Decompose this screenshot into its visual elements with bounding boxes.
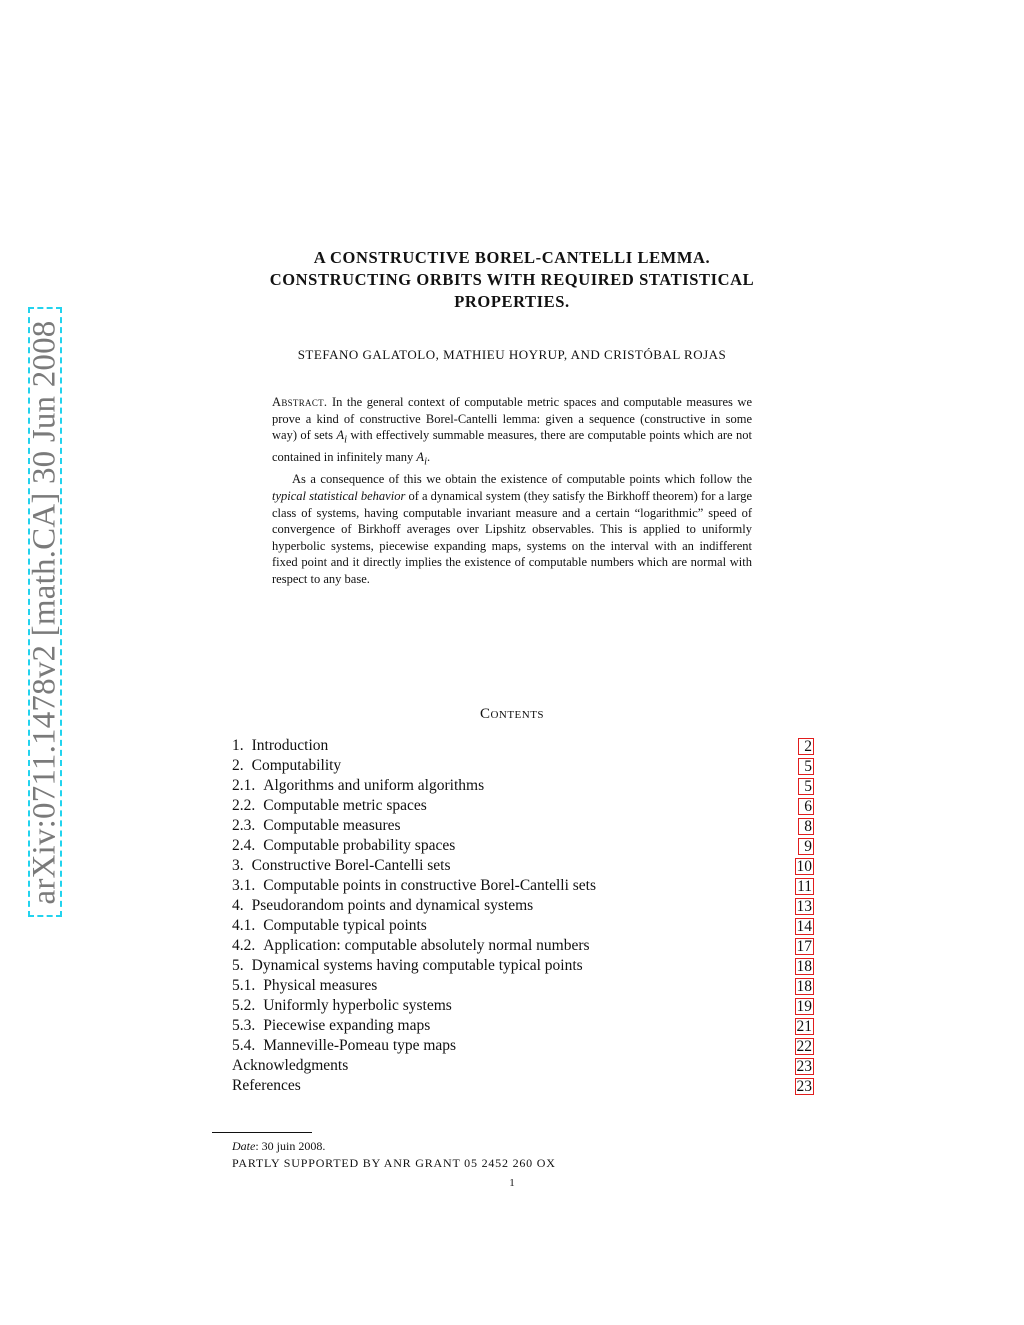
- toc-entry[interactable]: [232, 856, 451, 876]
- toc-section-title: Application: computable absolutely normal numbers: [263, 937, 590, 954]
- toc-row: [232, 976, 814, 996]
- math-symbol: A: [416, 450, 425, 465]
- toc-section-title: Dynamical systems having computable typical points: [251, 957, 583, 974]
- toc-section-title: Piecewise expanding maps: [263, 1017, 431, 1034]
- toc-entry[interactable]: [232, 956, 583, 976]
- toc-page-link[interactable]: 17: [796, 937, 812, 955]
- toc-section-number: 5.4.: [232, 1037, 256, 1054]
- toc-section-title: Computable probability spaces: [263, 837, 456, 854]
- toc-row: [232, 936, 814, 956]
- date-label: Date: [232, 1139, 256, 1153]
- toc-row: [232, 956, 814, 976]
- toc-section-title: Computability: [251, 757, 342, 774]
- toc-page-link[interactable]: 5: [798, 778, 814, 795]
- toc-row: [232, 896, 814, 916]
- toc-entry[interactable]: [232, 1076, 301, 1096]
- abstract-paragraph-2: [272, 471, 752, 587]
- toc-section-title: Algorithms and uniform algorithms: [263, 777, 485, 794]
- toc-page-link[interactable]: 18: [796, 977, 812, 995]
- toc-entry[interactable]: [232, 756, 341, 776]
- toc-entry[interactable]: [232, 936, 590, 956]
- toc-entry[interactable]: [232, 816, 401, 836]
- toc-page-link[interactable]: 14: [796, 917, 812, 935]
- footnote-support: PARTLY SUPPORTED BY ANR GRANT 05 2452 260 OX: [232, 1156, 556, 1170]
- toc-section-title: Constructive Borel-Cantelli sets: [251, 857, 451, 874]
- toc-entry[interactable]: [232, 976, 377, 996]
- title-line-1: A CONSTRUCTIVE BOREL-CANTELLI LEMMA.: [313, 248, 711, 267]
- toc-section-number: 5.1.: [232, 977, 256, 994]
- toc-section-title: Uniformly hyperbolic systems: [263, 997, 452, 1014]
- toc-section-number: 2.: [232, 757, 244, 774]
- toc-page-link[interactable]: 13: [796, 897, 812, 915]
- toc-entry[interactable]: [232, 896, 533, 916]
- toc-page-link[interactable]: 23: [796, 1077, 812, 1095]
- toc-page-link[interactable]: 19: [796, 997, 812, 1015]
- toc-section-number: 4.1.: [232, 917, 256, 934]
- toc-row: [232, 796, 814, 816]
- toc-row: [232, 736, 814, 756]
- toc-section-title: Introduction: [251, 737, 329, 754]
- toc-section-title: Pseudorandom points and dynamical systems: [251, 897, 534, 914]
- toc-page-link[interactable]: 9: [798, 838, 814, 855]
- toc-row: [232, 916, 814, 936]
- toc-row: [232, 836, 814, 856]
- toc-page-link[interactable]: 21: [796, 1017, 812, 1035]
- abstract-p2-italic: typical statistical behavior: [272, 488, 406, 503]
- toc-entry[interactable]: [232, 1016, 430, 1036]
- toc-section-number: 2.2.: [232, 797, 256, 814]
- toc-section-number: 5.: [232, 957, 244, 974]
- toc-section-number: 1.: [232, 737, 244, 754]
- abstract: [272, 394, 752, 588]
- toc-entry[interactable]: [232, 996, 452, 1016]
- abstract-label: Abstract.: [272, 395, 328, 409]
- toc-section-title: Computable measures: [263, 817, 401, 834]
- toc-entry[interactable]: [232, 916, 427, 936]
- title-line-2: CONSTRUCTING ORBITS WITH REQUIRED STATISTICAL: [269, 270, 755, 289]
- footnote: [232, 1138, 556, 1172]
- abstract-p1-mid: with effectively summable measures, there are computable points which are not contained in infinitely many: [272, 428, 753, 465]
- footnote-rule: [212, 1132, 312, 1133]
- toc-page-link[interactable]: 2: [798, 738, 814, 755]
- toc-section-title: References: [232, 1077, 301, 1094]
- toc-section-number: 4.2.: [232, 937, 256, 954]
- toc-section-number: 5.3.: [232, 1017, 256, 1034]
- toc-row: [232, 1056, 814, 1076]
- toc-page-link[interactable]: 10: [796, 857, 812, 875]
- toc-page-link[interactable]: 22: [796, 1037, 812, 1055]
- toc-row: [232, 776, 814, 796]
- toc-page-link[interactable]: 11: [797, 877, 812, 895]
- authors: STEFANO GALATOLO, MATHIEU HOYRUP, AND CRISTÓBAL ROJAS: [297, 347, 727, 362]
- toc-row: [232, 1076, 814, 1096]
- page-number: 1: [509, 1177, 515, 1189]
- title-line-3: PROPERTIES.: [454, 292, 570, 311]
- toc-entry[interactable]: [232, 1056, 348, 1076]
- toc-section-number: 3.: [232, 857, 244, 874]
- toc-section-title: Physical measures: [263, 977, 378, 994]
- toc-row: [232, 856, 814, 876]
- toc-section-number: 2.4.: [232, 837, 256, 854]
- toc-entry[interactable]: [232, 876, 596, 896]
- abstract-p2-end: of a dynamical system (they satisfy the Birkhoff theorem) for a large class of systems, having computable invariant measure and a certain “logarithmic” speed of convergence of Birkhoff averages over Lipshitz observables. This is applied to uniformly hyperbolic systems, piecewise expanding maps, systems on the interval with an indifferent fixed point and it directly implies the existence of computable numbers which are normal with respect to any base.: [272, 488, 752, 586]
- toc-section-title: Manneville-Pomeau type maps: [263, 1037, 457, 1054]
- contents-heading: Contents: [479, 706, 545, 722]
- toc-section-number: 2.1.: [232, 777, 256, 794]
- toc-section-number: 5.2.: [232, 997, 256, 1014]
- toc-entry[interactable]: [232, 736, 328, 756]
- abstract-p2-start: As a consequence of this we obtain the existence of computable points which follow the: [292, 472, 752, 487]
- math-symbol: A: [336, 428, 345, 443]
- math-subscript: i: [424, 456, 427, 468]
- toc-row: [232, 1016, 814, 1036]
- toc-entry[interactable]: [232, 1036, 456, 1056]
- toc-entry[interactable]: [232, 836, 455, 856]
- abstract-p1-end: .: [426, 450, 431, 465]
- toc-section-number: 4.: [232, 897, 244, 914]
- toc-section-title: Computable points in constructive Borel-Cantelli sets: [263, 877, 597, 894]
- footnote-date: [232, 1138, 556, 1155]
- toc-section-number: 2.3.: [232, 817, 256, 834]
- abstract-p1-text: In the general context of computable metric spaces and computable measures we prove a kind of constructive Borel-Cantelli lemma: given a sequence (constructive in some way) of sets: [272, 395, 753, 443]
- toc-entry[interactable]: [232, 796, 427, 816]
- toc-section-number: 3.1.: [232, 877, 256, 894]
- date-value: : 30 juin 2008.: [255, 1139, 326, 1153]
- abstract-paragraph-1: [272, 394, 752, 471]
- toc-row: [232, 816, 814, 836]
- toc-row: [232, 756, 814, 776]
- toc-page-link[interactable]: 18: [796, 957, 812, 975]
- paper-title: [200, 247, 824, 313]
- arxiv-stamp-text: arXiv:0711.1478v2 [math.CA] 30 Jun 2008: [26, 319, 63, 905]
- toc-row: [232, 1036, 814, 1056]
- toc-row: [232, 996, 814, 1016]
- table-of-contents: [232, 736, 814, 1096]
- math-subscript: i: [344, 434, 347, 446]
- toc-section-title: Computable typical points: [263, 917, 427, 934]
- toc-page-link[interactable]: 23: [796, 1057, 812, 1075]
- toc-section-title: Acknowledgments: [232, 1057, 349, 1074]
- arxiv-stamp: [28, 307, 62, 917]
- toc-section-title: Computable metric spaces: [263, 797, 427, 814]
- toc-page-link[interactable]: 6: [798, 798, 814, 815]
- toc-page-link[interactable]: 5: [798, 758, 814, 775]
- toc-row: [232, 876, 814, 896]
- toc-page-link[interactable]: 8: [798, 818, 814, 835]
- toc-entry[interactable]: [232, 776, 484, 796]
